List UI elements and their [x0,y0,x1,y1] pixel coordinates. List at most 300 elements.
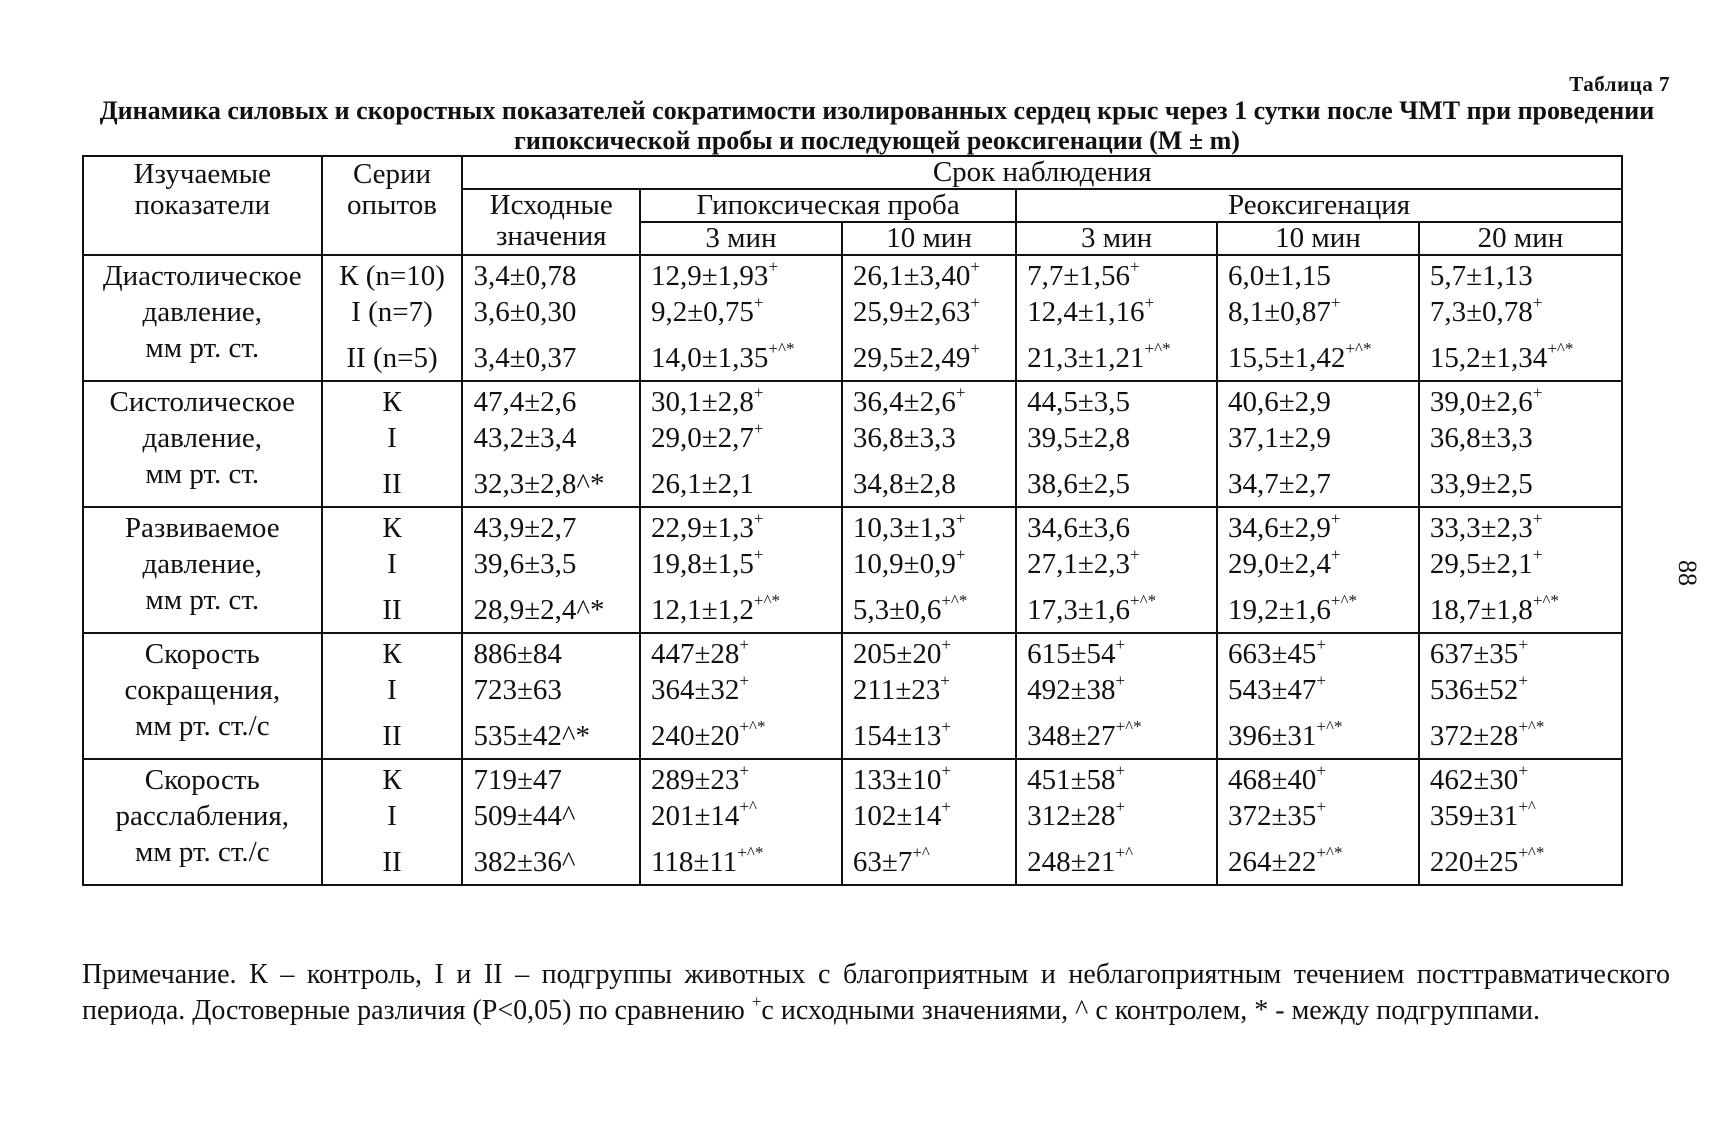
value-line [1430,708,1621,758]
value-cell [842,381,1016,507]
value-text: 19,8±1,5 [650,548,754,580]
value-line [651,420,841,456]
series-label: II [382,468,402,500]
value-text: 27,1±2,3 [1027,548,1131,580]
value-text: 33,3±2,3 [1429,512,1533,544]
indicator-line: сокращения, [124,674,281,706]
value-cell [640,255,842,381]
value-line [1027,636,1216,672]
value-text: 10,9±0,9 [852,548,956,580]
indicator-cell [83,507,322,633]
value-text: 43,9±2,7 [473,512,577,544]
significance-mark: +^* [1144,339,1171,359]
value-line [651,798,841,834]
header-reoxygenation: Реоксигенация [1016,189,1622,222]
significance-mark: + [941,717,951,737]
series-label: К [382,638,402,670]
value-text: 118±11 [650,846,738,878]
value-line [1228,330,1418,380]
value-line [651,672,841,708]
value-text: 40,6±2,9 [1227,386,1331,418]
significance-mark: +^* [1345,339,1372,359]
value-line [473,384,639,420]
value-line [853,420,1015,456]
value-line [473,330,639,380]
value-cell [640,633,842,759]
series-cell [322,381,463,507]
value-line [1228,258,1418,294]
value-text: 12,9±1,93 [650,260,769,292]
value-text: 372±28 [1429,720,1519,752]
significance-mark: +^ [739,797,757,817]
value-text: 36,8±3,3 [1429,422,1533,454]
value-text: 3,4±0,78 [473,260,577,292]
indicator-line: мм рт. ст. [145,584,260,616]
value-line [853,708,1015,758]
significance-mark: + [1115,671,1126,691]
value-line [651,582,841,632]
value-text: 39,5±2,8 [1027,422,1131,454]
series-cell [322,507,463,633]
value-line [1228,636,1418,672]
significance-mark: + [1130,545,1140,565]
value-text: 15,5±1,42 [1227,342,1346,374]
value-text: 637±35 [1429,638,1519,670]
series-label: I [387,800,397,832]
significance-mark: +^* [1130,591,1157,611]
value-text: 359±31 [1429,800,1519,832]
value-line [1228,708,1418,758]
value-text: 22,9±1,3 [650,512,754,544]
value-line [1430,510,1621,546]
value-line [473,456,639,506]
significance-mark: + [970,293,980,313]
value-text: 372±35 [1227,800,1317,832]
table-row [83,381,1622,507]
value-line [651,510,841,546]
significance-mark: + [1130,257,1140,277]
value-line [473,834,639,884]
value-text: 18,7±1,8 [1429,594,1533,626]
indicator-line: давление, [142,548,262,580]
series-label: К [382,386,402,418]
table-row [83,507,1622,633]
value-line [1228,798,1418,834]
value-cell [640,381,842,507]
value-text: 7,7±1,56 [1027,260,1131,292]
header-hypoxic-10min: 10 мин [842,222,1016,255]
significance-mark: + [1518,635,1528,655]
value-text: 34,6±3,6 [1027,512,1131,544]
value-line [1027,420,1216,456]
value-line [1027,258,1216,294]
significance-mark: + [1316,761,1326,781]
header-initial: Исходные значения [462,189,640,255]
value-cell [842,255,1016,381]
value-cell [1217,255,1419,381]
significance-mark: +^* [1547,339,1574,359]
significance-mark: +^* [1518,717,1545,737]
value-line [1430,582,1621,632]
series-cell [322,759,463,885]
significance-mark: + [1115,797,1126,817]
value-text: 248±21 [1027,846,1116,878]
significance-mark: + [1115,761,1126,781]
value-line [473,294,639,330]
value-text: 211±23 [852,674,941,706]
value-line [853,384,1015,420]
value-text: 364±32 [650,674,740,706]
significance-mark: + [1532,383,1543,403]
value-text: 34,8±2,8 [852,468,956,500]
value-text: 543±47 [1227,674,1317,706]
table-body [83,255,1622,885]
indicator-line: мм рт. ст. [145,458,260,490]
value-text: 12,4±1,16 [1027,296,1145,328]
value-line [1027,546,1216,582]
value-text: 37,1±2,9 [1227,422,1331,454]
value-text: 39,0±2,6 [1429,386,1533,418]
significance-mark: + [1115,635,1126,655]
value-line [651,708,841,758]
significance-mark: + [970,339,980,359]
indicator-line: Систолическое [109,386,296,418]
value-line [651,330,841,380]
significance-mark: + [1518,671,1528,691]
significance-mark: + [941,761,951,781]
value-cell [1016,759,1217,885]
value-text: 38,6±2,5 [1027,468,1131,500]
value-line [1027,672,1216,708]
value-line [1027,762,1216,798]
value-text: 36,8±3,3 [852,422,956,454]
significance-mark: + [955,509,966,529]
value-line [1430,546,1621,582]
header-hypoxic: Гипоксическая проба [640,189,1016,222]
header-reox-10min: 10 мин [1217,222,1419,255]
value-text: 32,3±2,8^* [473,468,605,500]
value-cell [1217,507,1419,633]
value-cell [1217,381,1419,507]
value-cell [462,633,640,759]
significance-mark: + [1532,293,1543,313]
page-number: 88 [1673,560,1702,586]
significance-mark: +^* [1532,591,1559,611]
value-text: 36,4±2,6 [852,386,956,418]
value-line [1228,834,1418,884]
value-cell [1016,381,1217,507]
significance-mark: + [1316,635,1326,655]
note-text-1: Примечание. К – контроль, I и II – подгруппы животных с благоприятным и неблагоприятным течением посттравматического периода. Достоверные различия (P<0,05) по сравнению [82,959,1670,1026]
value-line [853,672,1015,708]
value-text: 15,2±1,34 [1429,342,1548,374]
value-text: 509±44^ [473,800,576,832]
series-label: I (n=7) [351,296,433,328]
value-line [853,834,1015,884]
significance-mark: + [739,671,749,691]
value-text: 451±58 [1027,764,1116,796]
value-line [1027,456,1216,506]
indicator-line: мм рт. ст. [145,332,260,364]
value-text: 3,6±0,30 [473,296,577,328]
value-line [853,258,1015,294]
value-line [1228,510,1418,546]
value-text: 719±47 [473,764,562,796]
value-line [1228,582,1418,632]
value-text: 220±25 [1429,846,1519,878]
value-text: 39,6±3,5 [473,548,577,580]
value-line [1228,384,1418,420]
value-text: 8,1±0,87 [1227,296,1331,328]
value-text: 33,9±2,5 [1429,468,1533,500]
value-cell [640,759,842,885]
significance-mark: + [1330,293,1341,313]
significance-mark: + [1316,797,1326,817]
value-cell [1217,633,1419,759]
value-cell [1016,507,1217,633]
value-text: 7,3±0,78 [1429,296,1533,328]
value-line [651,294,841,330]
value-text: 26,1±2,1 [650,468,754,500]
value-text: 12,1±1,2 [650,594,754,626]
significance-mark: + [1532,509,1543,529]
value-cell [1016,255,1217,381]
value-line [1027,384,1216,420]
value-line [1228,420,1418,456]
value-cell [1016,633,1217,759]
header-reox-20min: 20 мин [1419,222,1622,255]
value-line [473,510,639,546]
series-label: I [387,422,397,454]
value-text: 536±52 [1429,674,1519,706]
value-text: 44,5±3,5 [1027,386,1131,418]
value-cell [1217,759,1419,885]
value-text: 5,3±0,6 [852,594,942,626]
value-line [853,294,1015,330]
value-line [473,258,639,294]
significance-mark: + [1144,293,1155,313]
value-line [1430,330,1621,380]
value-text: 3,4±0,37 [473,342,577,374]
table-number: Таблица 7 [1569,72,1670,96]
significance-mark: +^* [1518,843,1545,863]
significance-mark: + [940,671,950,691]
value-line [1228,294,1418,330]
series-label: II [382,720,402,752]
value-line [853,636,1015,672]
significance-mark: + [753,419,764,439]
significance-mark: +^ [912,843,930,863]
value-text: 348±27 [1027,720,1116,752]
significance-mark: +^* [941,591,968,611]
significance-mark: + [1330,509,1341,529]
value-line [1430,384,1621,420]
value-line [1027,834,1216,884]
value-text: 396±31 [1227,720,1317,752]
significance-mark: +^* [1316,843,1343,863]
value-text: 535±42^* [473,720,590,752]
header-reox-3min: 3 мин [1016,222,1217,255]
value-text: 462±30 [1429,764,1519,796]
value-line [853,762,1015,798]
series-label: К [382,764,402,796]
series-label: К [382,512,402,544]
data-table [82,155,1623,886]
value-text: 21,3±1,21 [1027,342,1145,374]
value-line [473,546,639,582]
value-cell [462,507,640,633]
value-line [1027,708,1216,758]
value-cell [1419,255,1622,381]
series-label: II (n=5) [346,342,438,374]
value-text: 29,5±2,1 [1429,548,1533,580]
value-line [853,456,1015,506]
series-label: I [387,674,397,706]
significance-mark: +^* [1115,717,1142,737]
value-line [1027,330,1216,380]
value-cell [842,507,1016,633]
value-cell [462,255,640,381]
table-caption: Динамика силовых и скоростных показателей сократимости изолированных сердец крыс через 1 сутки после ЧМТ при проведении гипоксической пробы и последующей реоксигенации (M ± m) [99,96,1655,155]
value-line [853,582,1015,632]
header-hypoxic-3min: 3 мин [640,222,842,255]
value-text: 29,0±2,4 [1227,548,1331,580]
table-note [82,957,1670,1029]
value-text: 29,0±2,7 [650,422,754,454]
significance-mark: +^* [753,591,780,611]
value-line [1430,420,1621,456]
note-plus-mark: + [751,991,762,1011]
value-line [1430,672,1621,708]
value-text: 26,1±3,40 [852,260,971,292]
significance-mark: + [753,383,764,403]
value-line [853,546,1015,582]
value-line [1430,762,1621,798]
significance-mark: +^* [1330,591,1357,611]
series-label: I [387,548,397,580]
header-period: Срок наблюдения [462,156,1622,189]
significance-mark: + [970,257,980,277]
value-text: 34,7±2,7 [1227,468,1331,500]
value-text: 240±20 [650,720,740,752]
value-text: 17,3±1,6 [1027,594,1131,626]
value-line [853,798,1015,834]
series-cell [322,255,463,381]
value-text: 663±45 [1227,638,1317,670]
significance-mark: +^* [737,843,764,863]
value-text: 154±13 [852,720,942,752]
value-text: 10,3±1,3 [852,512,956,544]
value-line [651,456,841,506]
value-text: 723±63 [473,674,562,706]
value-line [651,258,841,294]
indicator-line: давление, [142,422,262,454]
value-line [853,330,1015,380]
significance-mark: +^ [1518,797,1536,817]
value-text: 34,6±2,9 [1227,512,1331,544]
significance-mark: +^* [1316,717,1343,737]
value-text: 264±22 [1227,846,1317,878]
indicator-line: давление, [142,296,262,328]
value-line [1228,672,1418,708]
value-text: 492±38 [1027,674,1116,706]
value-line [473,762,639,798]
value-line [1027,294,1216,330]
significance-mark: + [753,293,764,313]
value-line [473,420,639,456]
value-text: 63±7 [852,846,913,878]
value-text: 9,2±0,75 [650,296,754,328]
value-line [473,708,639,758]
value-cell [1419,507,1622,633]
value-line [651,384,841,420]
value-cell [1419,381,1622,507]
significance-mark: + [955,545,966,565]
significance-mark: +^ [1115,843,1134,863]
value-text: 6,0±1,15 [1227,260,1331,292]
series-label: II [382,846,402,878]
value-line [1430,258,1621,294]
value-text: 30,1±2,8 [650,386,754,418]
value-line [473,636,639,672]
table-row [83,759,1622,885]
table-row [83,633,1622,759]
value-line [1430,834,1621,884]
value-text: 289±23 [650,764,740,796]
series-cell [322,633,463,759]
value-text: 19,2±1,6 [1227,594,1331,626]
value-text: 14,0±1,35 [650,342,769,374]
value-text: 47,4±2,6 [473,386,577,418]
value-line [1027,582,1216,632]
indicator-line: мм рт. ст./с [134,836,270,868]
value-line [1228,456,1418,506]
value-line [473,798,639,834]
value-text: 468±40 [1227,764,1317,796]
significance-mark: + [1316,671,1326,691]
significance-mark: +^* [768,339,795,359]
value-line [651,636,841,672]
value-text: 29,5±2,49 [852,342,971,374]
significance-mark: + [1330,545,1341,565]
significance-mark: + [753,509,764,529]
value-line [651,546,841,582]
value-text: 886±84 [473,638,562,670]
note-text-2: с исходными значениями, ^ с контролем, * - между подгруппами. [761,995,1540,1026]
significance-mark: + [941,635,951,655]
value-text: 133±10 [852,764,942,796]
significance-mark: + [739,761,749,781]
value-text: 28,9±2,4^* [473,594,605,626]
value-line [1228,546,1418,582]
value-text: 615±54 [1027,638,1116,670]
series-label: II [382,594,402,626]
series-label: К (n=10) [339,260,445,292]
value-line [1027,510,1216,546]
value-cell [842,633,1016,759]
significance-mark: + [1518,761,1528,781]
indicator-line: мм рт. ст./с [134,710,270,742]
significance-mark: + [739,635,749,655]
indicator-line: расслабления, [115,800,289,832]
table-row [83,255,1622,381]
indicator-line: Диастолическое [102,260,302,292]
indicator-line: Скорость [144,638,260,670]
value-text: 447±28 [650,638,740,670]
value-line [473,672,639,708]
value-line [1430,294,1621,330]
header-indicators: Изучаемые показатели [83,156,322,255]
